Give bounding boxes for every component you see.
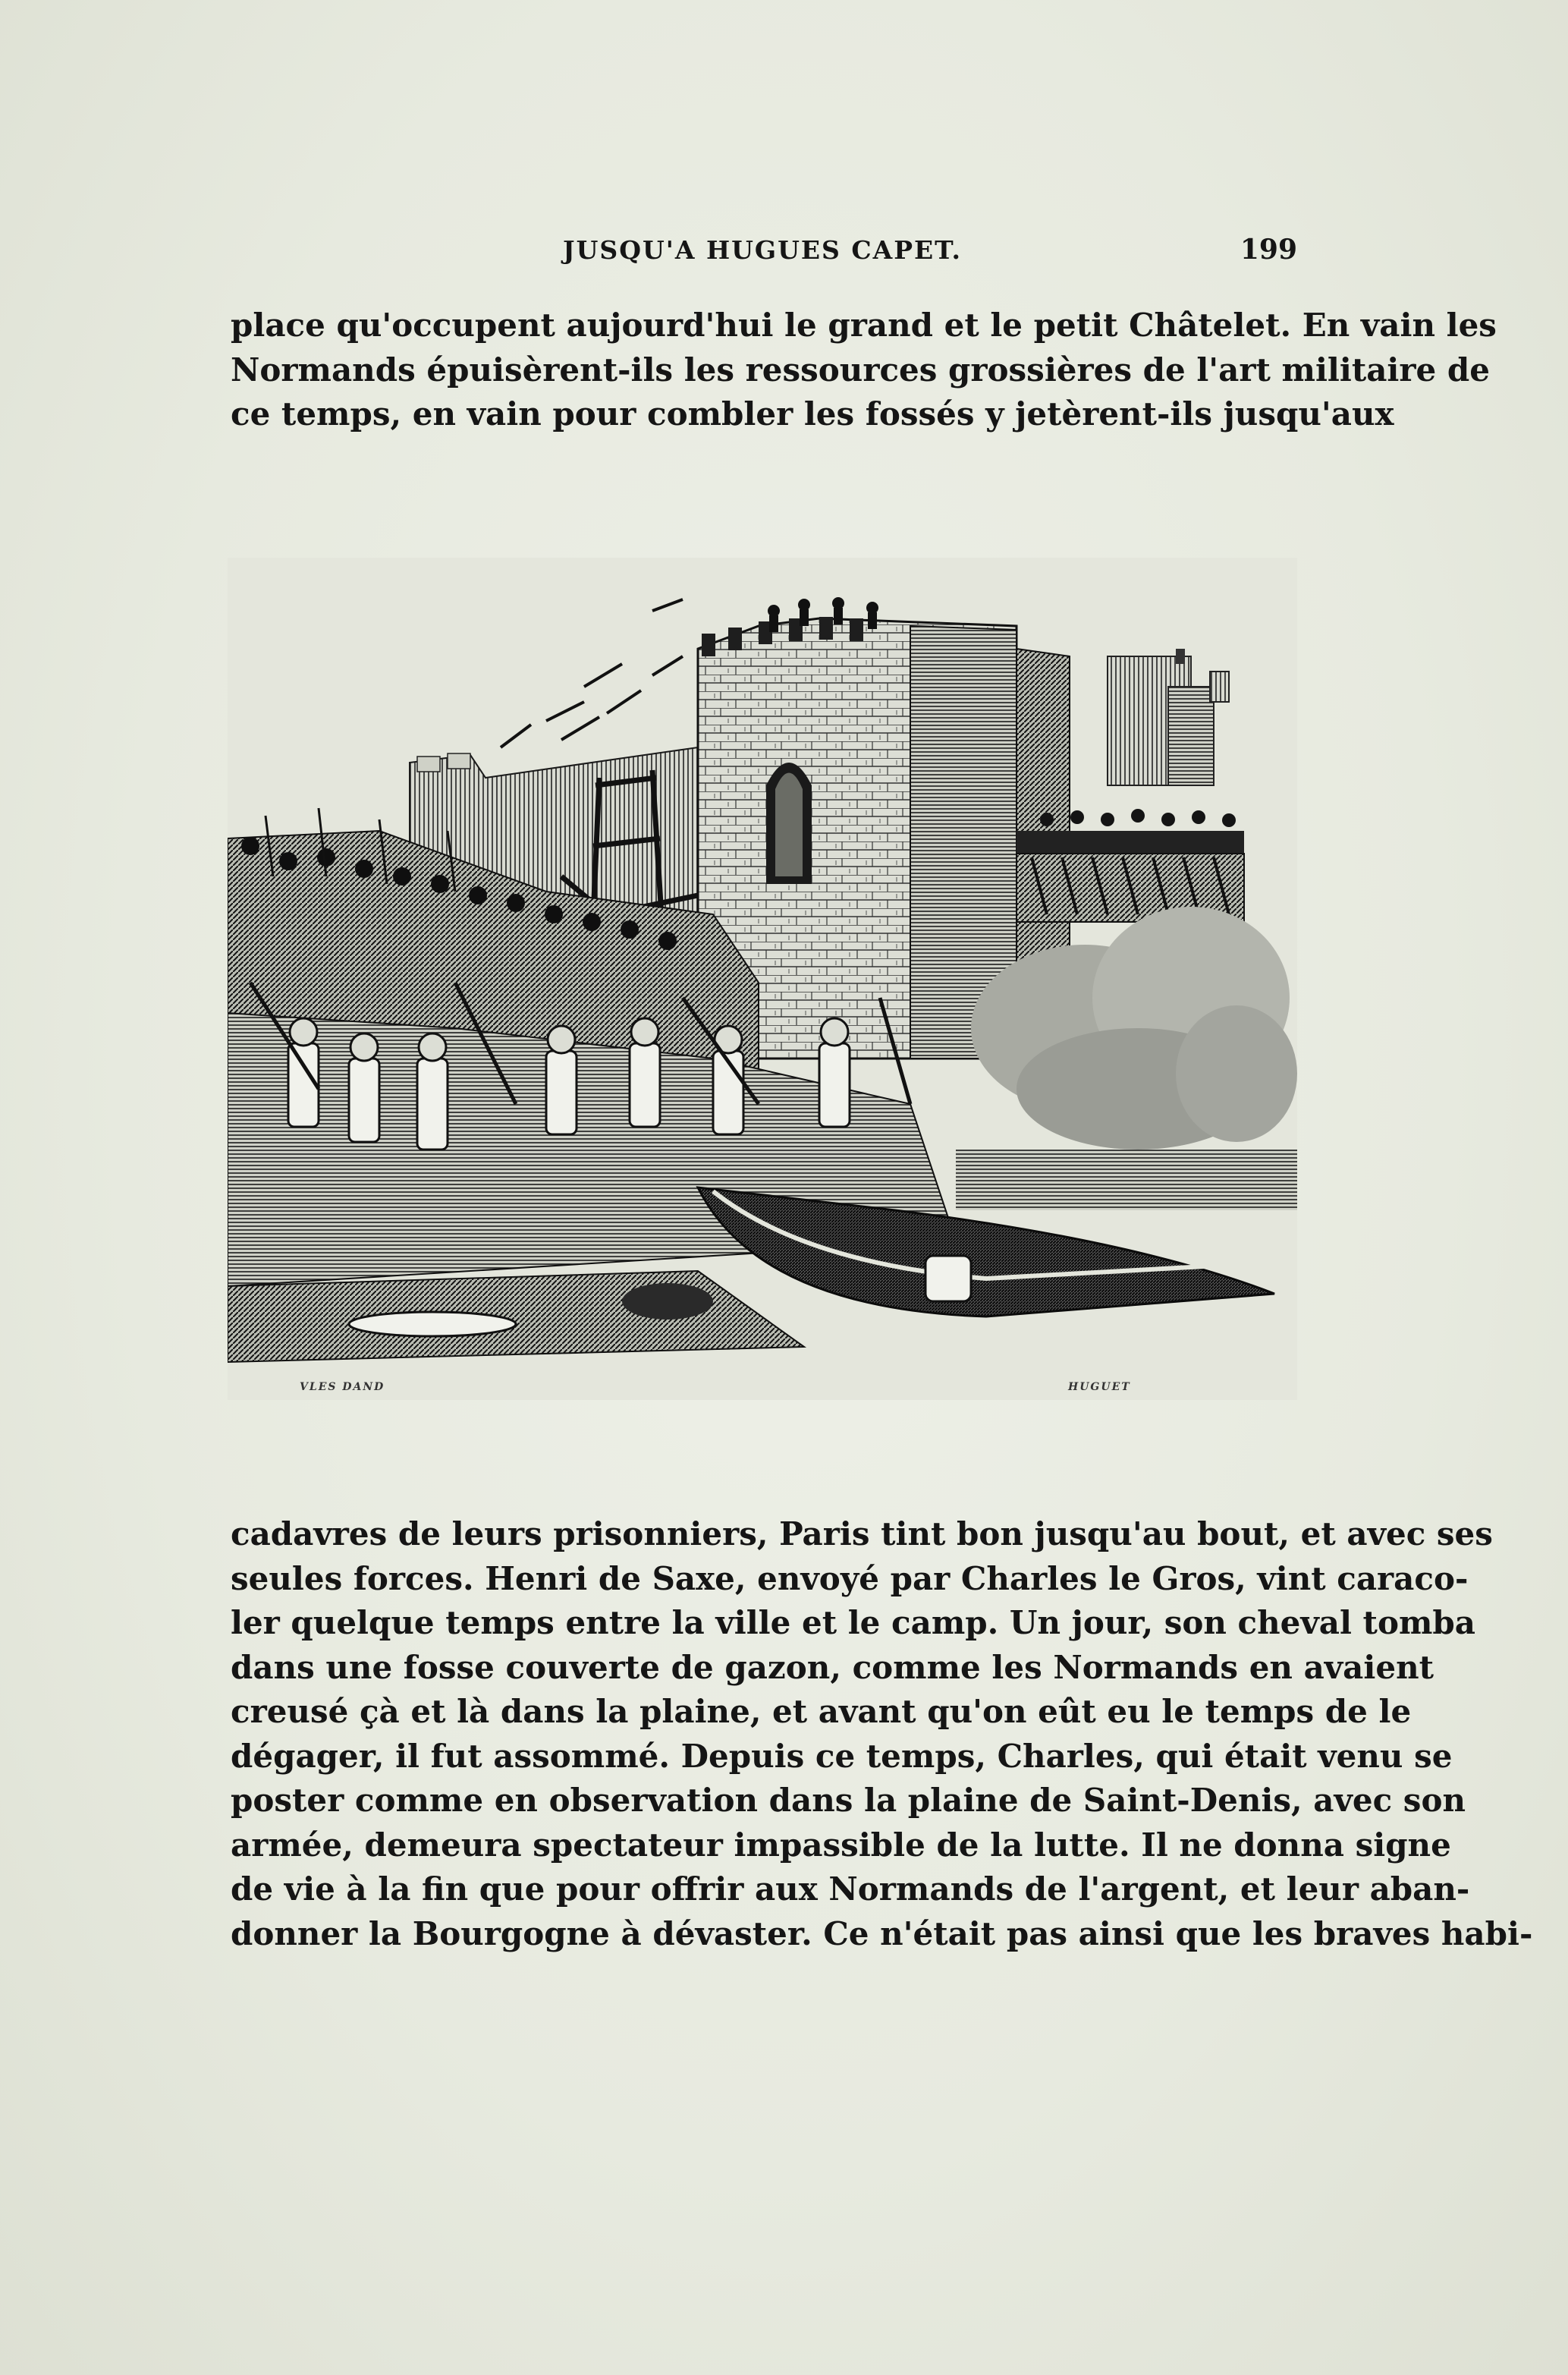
text-line: ler quelque temps entre la ville et le camp. Un jour, son cheval tomba	[231, 1604, 1475, 1641]
paragraph-top	[231, 304, 1497, 437]
text-line: de vie à la fin que pour offrir aux Normands de l'argent, et leur aban-	[231, 1870, 1470, 1908]
river	[956, 1150, 1297, 1210]
engraving-illustration	[228, 558, 1297, 1400]
engraver-credit-right: HUGUET	[1068, 1381, 1131, 1393]
text-line: donner la Bourgogne à dévaster. Ce n'était pas ainsi que les braves habi-	[231, 1914, 1533, 1952]
text-line: seules forces. Henri de Saxe, envoyé par Charles le Gros, vint caraco-	[231, 1559, 1469, 1597]
text-line: armée, demeura spectateur impassible de la lutte. Il ne donna signe	[231, 1826, 1451, 1864]
text-line: ce temps, en vain pour combler les fossés y jetèrent-ils jusqu'aux	[231, 395, 1394, 433]
paragraph-bottom	[231, 1512, 1533, 1956]
page-number: 199	[1240, 234, 1297, 266]
foreground-ground	[228, 1271, 804, 1362]
text-line: creusé çà et là dans la plaine, et avant qu'on eût eu le temps de le	[231, 1693, 1412, 1730]
running-title: JUSQU'A HUGUES CAPET.	[563, 235, 962, 265]
text-line: dans une fosse couverte de gazon, comme les Normands en avaient	[231, 1648, 1434, 1686]
engraver-credit-left: VLES DAND	[300, 1381, 385, 1393]
text-line: dégager, il fut assommé. Depuis ce temps, Charles, qui était venu se	[231, 1737, 1453, 1775]
running-head	[228, 228, 1297, 273]
text-line: poster comme en observation dans la plaine de Saint-Denis, avec son	[231, 1782, 1466, 1819]
text-line: place qu'occupent aujourd'hui le grand et le petit Châtelet. En vain les	[231, 307, 1497, 344]
text-line: cadavres de leurs prisonniers, Paris tint bon jusqu'au bout, et avec ses	[231, 1515, 1493, 1552]
text-line: Normands épuisèrent-ils les ressources grossières de l'art militaire de	[231, 351, 1490, 388]
